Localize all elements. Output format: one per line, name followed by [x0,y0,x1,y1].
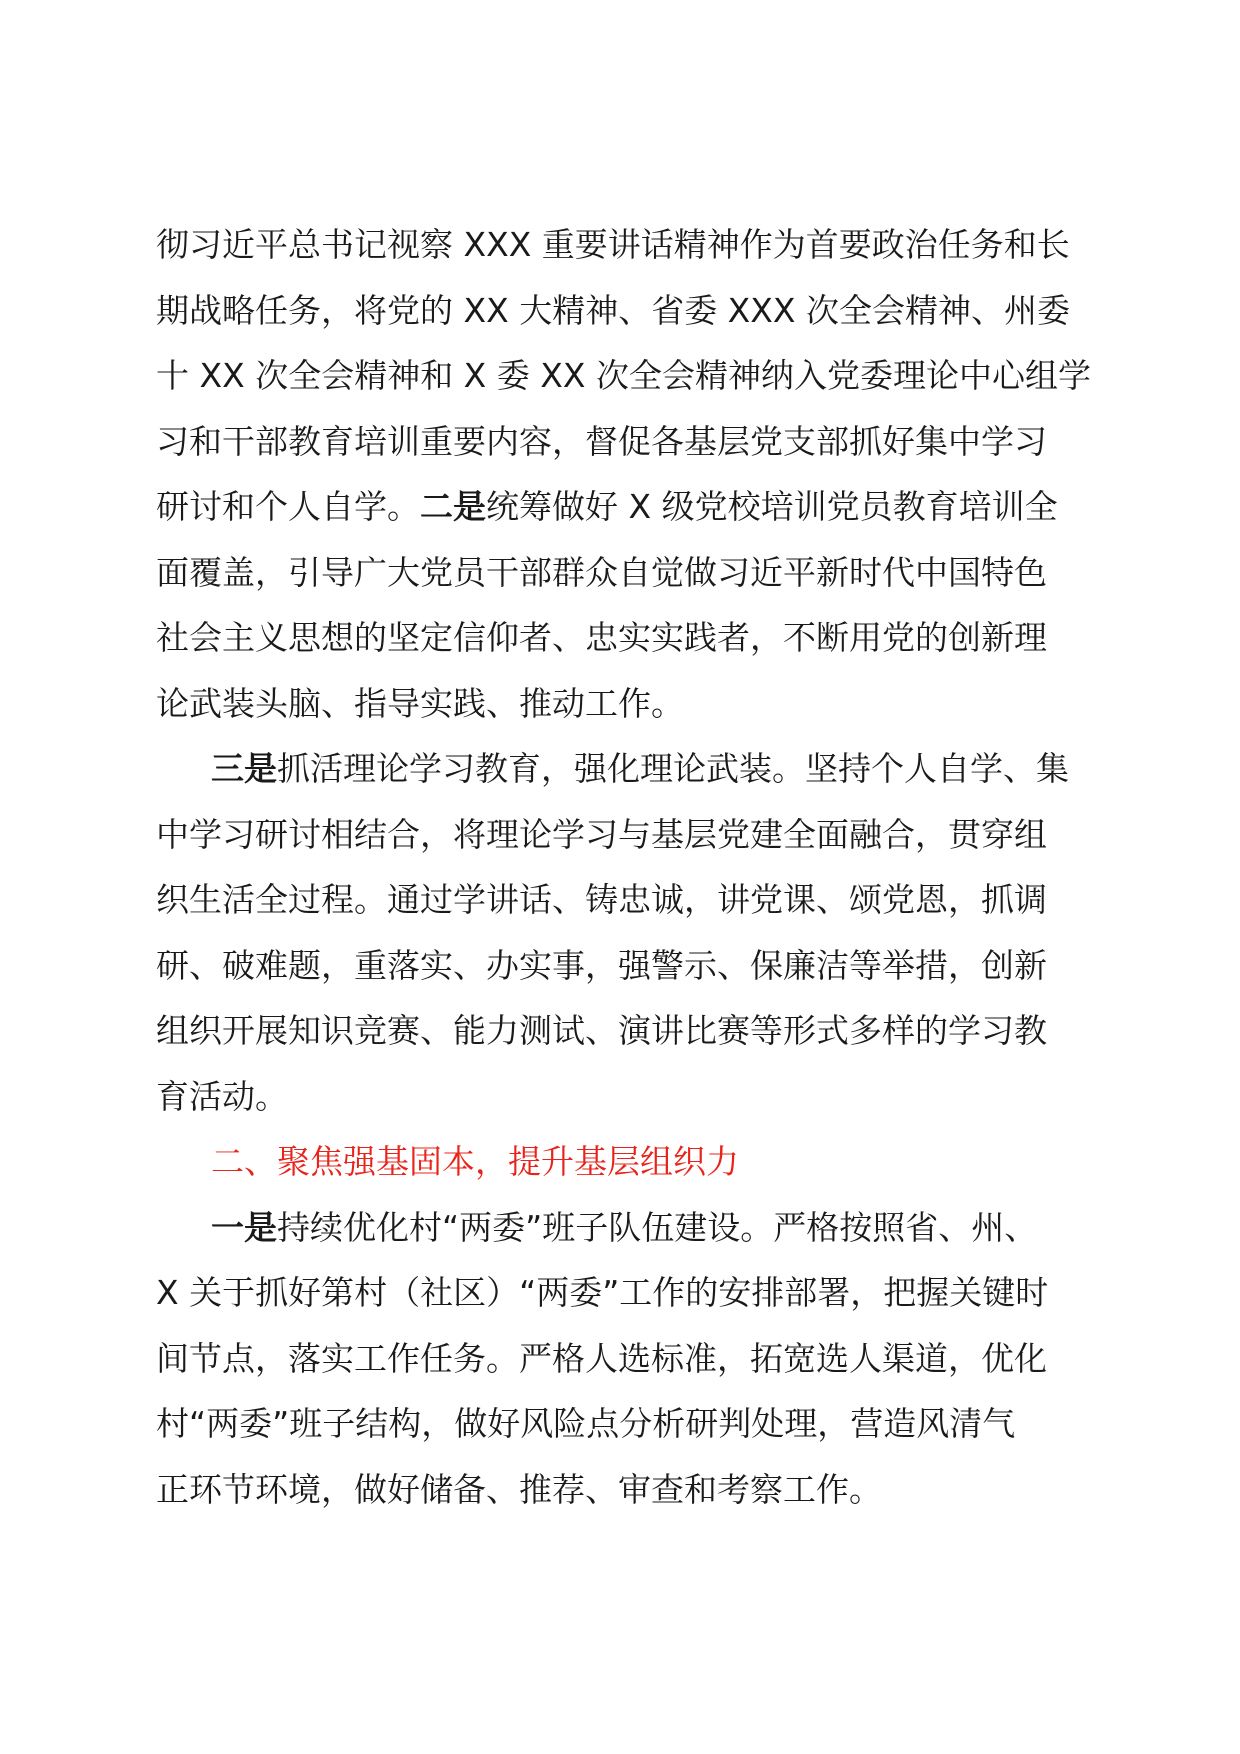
text-line: 间节点，落实工作任务。严格人选标准，拓宽选人渠道，优化 [156,1338,1047,1378]
text-line: 组织开展知识竞赛、能力测试、演讲比赛等形式多样的学习教 [156,1011,1047,1050]
text-line: 研、破难题，重落实、办实事，强警示、保廉洁等举措，创新 [156,945,1047,985]
text-line: 期战略任务，将党的 XX 大精神、省委 XXX 次全会精神、州委 [156,290,1070,330]
document-body [156,212,1091,1522]
text-line: 社会主义思想的坚定信仰者、忠实实践者，不断用党的创新理 [156,618,1047,657]
text-line: 正环节环境，做好储备、推荐、审查和考察工作。 [156,1469,882,1509]
text-line: 彻习近平总书记视察 XXX 重要讲话精神作为首要政治任务和长 [156,225,1070,264]
text-line: 习和干部教育培训重要内容，督促各基层党支部抓好集中学习 [156,421,1047,461]
text-line: 面覆盖，引导广大党员干部群众自觉做习近平新时代中国特色 [156,552,1047,592]
point-label-first: 一是 [211,1207,277,1247]
text-line: 三是抓活理论学习教育，强化理论武装。坚持个人自学、集 [211,749,1069,788]
section-heading: 二、聚焦强基固本，提升基层组织力 [211,1142,739,1181]
text-line: 论武装头脑、指导实践、推动工作。 [156,683,684,723]
text-line: 中学习研讨相结合，将理论学习与基层党建全面融合，贯穿组 [156,814,1047,854]
text-line: 一是持续优化村“两委”班子队伍建设。严格按照省、州、 [211,1207,1038,1247]
text-line: 织生活全过程。通过学讲话、铸忠诚，讲党课、颂党恩，抓调 [156,880,1047,919]
text-line: 村“两委”班子结构，做好风险点分析研判处理，营造风清气 [156,1404,1016,1443]
text-line: X 关于抓好第村（社区）“两委”工作的安排部署，把握关键时 [156,1273,1049,1312]
point-label-second: 二是 [420,487,486,526]
text-line: 研讨和个人自学。二是统筹做好 X 级党校培训党员教育培训全 [156,487,1058,526]
point-label-third: 三是 [211,749,277,788]
text-line: 育活动。 [156,1076,288,1116]
text-line: 十 XX 次全会精神和 X 委 XX 次全会精神纳入党委理论中心组学 [156,356,1091,395]
